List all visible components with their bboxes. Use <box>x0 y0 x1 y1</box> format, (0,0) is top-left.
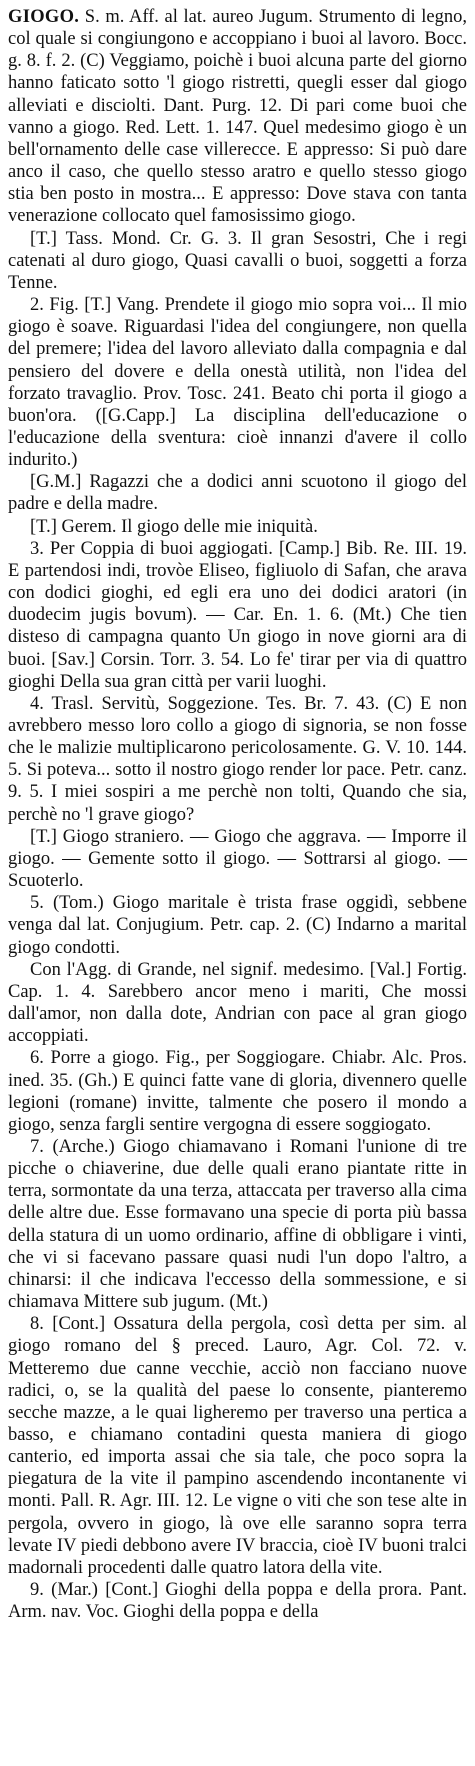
entry-text: S. m. Aff. al lat. aureo Jugum. Strumento di legno, col quale si congiungono e accoppiano i buoi al lavoro. Bocc. g. 8. f. 2. (C) Veggiamo, poichè i buoi alcuna parte del giorno hanno faticato sotto 'l giogo ristretti, quegli esser dal giogo alleviati e disciolti. Dant. Purg. 12. Di pari come buoi che vanno a giogo. Red. Lett. 1. 147. Quel medesimo giogo è un bell'ornamento delle case villerecce. E appresso: Si può dare anco il caso, che quello stesso aratro e quello stesso giogo stia ben posto in mostra... E appresso: Dove stava con tanta venerazione collocato quel famosissimo giogo. <box>8 7 467 227</box>
entry-paragraph-1 <box>8 6 467 228</box>
dictionary-entry <box>8 6 467 1623</box>
entry-paragraph-2: [T.] Tass. Mond. Cr. G. 3. Il gran Sesostri, Che i regi catenati al duro giogo, Quasi cavalli o buoi, soggetti a forza Tenne. <box>8 228 467 293</box>
entry-paragraph-11: 6. Porre a giogo. Fig., per Soggiogare. Chiabr. Alc. Pros. ined. 35. (Gh.) E quinci fatte vane di gloria, divennero quelle legioni (romane) invitte, talmente che posero il mondo a giogo, senza fargli sentire vergogna di essere soggiogato. <box>8 1048 467 1135</box>
entry-paragraph-10: Con l'Agg. di Grande, nel signif. medesimo. [Val.] Fortig. Cap. 1. 4. Sarebbero ancor meno i mariti, Che mossi dall'amor, non dalla dote, Andrian con pace al gran giogo accoppiati. <box>8 959 467 1047</box>
entry-paragraph-4: [G.M.] Ragazzi che a dodici anni scuotono il giogo del padre e della madre. <box>8 472 467 515</box>
entry-paragraph-6: 3. Per Coppia di buoi aggiogati. [Camp.] Bib. Re. III. 19. E partendosi indi, trovòe Eliseo, figliuolo di Safan, che arava con dodici gioghi, ed egli era uno dei dodici aratori (in duodecim jugis bovum). — Car. En. 1. 6. (Mt.) Che tien disteso di campagna quanto Un giogo in nove giorni ara di buoi. [Sav.] Corsin. Torr. 3. 54. Lo fe' tirar per via di quattro gioghi Della sua gran città per varii luoghi. <box>8 538 467 692</box>
headword: GIOGO. <box>8 7 80 27</box>
entry-paragraph-12: 7. (Arche.) Giogo chiamavano i Romani l'unione di tre picche o chiaverine, due delle quali erano piantate ritte in terra, sormontate da una terza, attaccata per traverso alla cima delle altre due. Esse formavano una specie di porta più bassa della statura di un uomo ordinario, affine di obbligare i vinti, che vi si facevano passare quasi nudi l'un dopo l'altro, a chinarsi: il che indicava l'eccesso della sommessione, e si chiamava Mittere sub jugum. (Mt.) <box>8 1136 467 1313</box>
entry-paragraph-5: [T.] Gerem. Il giogo delle mie iniquità. <box>30 516 318 537</box>
entry-paragraph-9: 5. (Tom.) Giogo maritale è trista frase oggidì, sebbene venga dal lat. Conjugium. Petr. cap. 2. (C) Indarno a marital giogo condotti. <box>8 893 467 958</box>
entry-paragraph-7: 4. Trasl. Servitù, Soggezione. Tes. Br. 7. 43. (C) E non avrebbero messo loro collo a giogo di signoria, se non fosse che le malizie multiplicarono pericolosamente. G. V. 10. 144. 5. Si poteva... sotto il nostro giogo render lor pace. Petr. canz. 9. 5. I miei sospiri a me perchè non tolti, Quando che sia, perchè no 'l grave giogo? <box>8 693 467 825</box>
entry-paragraph-13: 8. [Cont.] Ossatura della pergola, così detta per sim. al giogo romano del § preced. Lauro, Agr. Col. 72. v. Metteremo due canne vecchie, acciò non facciano nuove radici, o, se la qualità del paese lo consente, pianteremo secche mazze, a le quai ligheremo per traverso una pertica a basso, e chiamano contadini questa maniera di giogo canterio, ed importa assai che sia tale, che poco sopra la piegatura de la vite il pampino ascendendo incontanente vi monti. Pall. R. Agr. III. 12. Le vigne o viti che son tese alte in pergola, ovvero in giogo, là ove elle saranno sopra terra levate IV piedi debbono avere IV braccia, cioè IV buoni tralci madornali procedenti dalle quatro latora della vite. <box>8 1314 467 1578</box>
entry-paragraph-14: 9. (Mar.) [Cont.] Gioghi della poppa e della prora. Pant. Arm. nav. Voc. Gioghi della poppa e della <box>8 1580 467 1623</box>
entry-paragraph-3: 2. Fig. [T.] Vang. Prendete il giogo mio sopra voi... Il mio giogo è soave. Riguardasi l'idea del congiungere, non quella del premere; l'idea del lavoro alleviato dalla compagnia e dal pensiero del dovere e della onestà utilità, non l'idea del forzato travaglio. Prov. Tosc. 241. Beato chi porta il giogo a buon'ora. ([G.Capp.] La disciplina dell'educazione o l'educazione della sventura: cioè innanzi d'avere il collo indurito.) <box>8 295 467 471</box>
entry-paragraph-8: [T.] Giogo straniero. — Giogo che aggrava. — Imporre il giogo. — Gemente sotto il giogo. — Sottrarsi al giogo. — Scuoterlo. <box>8 826 467 892</box>
